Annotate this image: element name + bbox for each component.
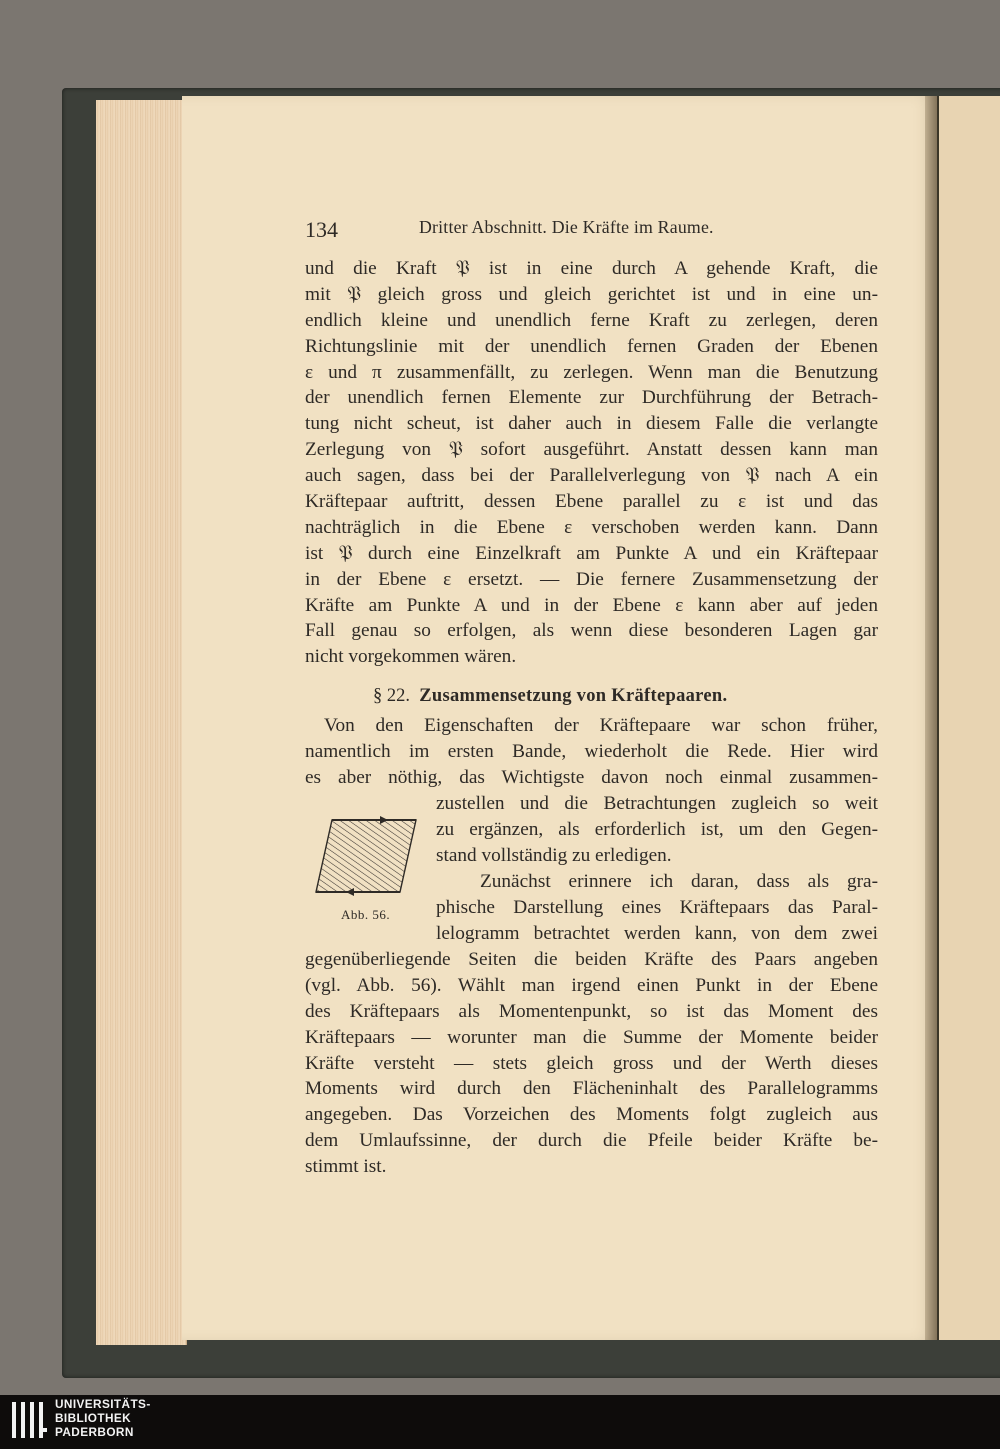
text-line: mit 𝔓 gleich gross und gleich gerichtet ist und in eine un- bbox=[305, 283, 878, 305]
text-line: Fall genau so erfolgen, als wenn diese besonderen Lagen gar bbox=[305, 620, 878, 642]
text-line: stand vollständig zu erledigen. bbox=[436, 844, 672, 866]
library-name bbox=[55, 1398, 151, 1439]
text-line: ε und π zusammenfällt, zu zerlegen. Wenn man die Benutzung bbox=[305, 361, 878, 383]
library-name-line: BIBLIOTHEK bbox=[55, 1410, 132, 1425]
force-couple-figure bbox=[310, 812, 430, 900]
text-line: und die Kraft 𝔓 ist in eine durch A gehende Kraft, die bbox=[305, 258, 878, 279]
text-line: Kräftepaar auftritt, dessen Ebene parallel zu ε ist und das bbox=[305, 491, 878, 513]
page-number: 134 bbox=[305, 217, 338, 242]
running-head: Dritter Abschnitt. Die Kräfte im Raume. bbox=[419, 217, 714, 237]
text-line: Moments wird durch den Flächeninhalt des Parallelogramms bbox=[305, 1078, 878, 1100]
parallelogram-shape bbox=[316, 820, 416, 892]
text-line: nicht vorgekommen wären. bbox=[305, 646, 517, 668]
library-name-line: UNIVERSITÄTS- bbox=[55, 1397, 151, 1411]
text-line: Kräfte am Punkte A und in der Ebene ε kann aber auf jeden bbox=[305, 594, 878, 616]
text-line: Von den Eigenschaften der Kräftepaare war schon früher, bbox=[324, 715, 878, 736]
text-line: angegeben. Das Vorzeichen des Moments folgt zugleich aus bbox=[305, 1104, 878, 1126]
text-line: lelogramm betrachtet werden kann, von dem zwei bbox=[436, 922, 878, 944]
page-header bbox=[305, 213, 885, 241]
text-line: Zerlegung von 𝔓 sofort ausgeführt. Anstatt dessen kann man bbox=[305, 439, 878, 461]
text-line: (vgl. Abb. 56). Wählt man irgend einen Punkt in der Ebene bbox=[305, 974, 878, 996]
text-line: namentlich im ersten Bande, wiederholt die Rede. Hier wird bbox=[305, 740, 878, 762]
text-line: es aber nöthig, das Wichtigste davon noch einmal zusammen- bbox=[305, 766, 878, 788]
text-line: Zunächst erinnere ich daran, dass als gra- bbox=[480, 871, 878, 892]
page-gutter bbox=[925, 96, 939, 1340]
figure-caption: Abb. 56. bbox=[341, 907, 391, 922]
library-logo-icon bbox=[8, 1398, 52, 1444]
section-number: § 22. bbox=[373, 686, 410, 706]
section-heading bbox=[373, 686, 883, 707]
text-line: auch sagen, dass bei der Parallelverlegung von 𝔓 nach A ein bbox=[305, 465, 878, 487]
library-name-line: PADERBORN bbox=[55, 1424, 134, 1439]
paragraph-5 bbox=[305, 947, 878, 1180]
section-title: Zusammensetzung von Kräftepaaren. bbox=[419, 686, 728, 706]
text-line: tung nicht scheut, ist daher auch in diesem Falle die verlangte bbox=[305, 413, 878, 435]
paragraph-2 bbox=[305, 713, 878, 791]
page-edges bbox=[96, 100, 187, 1345]
text-line: des Kräftepaars als Momentenpunkt, so ist das Moment des bbox=[305, 1000, 878, 1022]
text-line: phische Darstellung eines Kräftepaars das Paral- bbox=[436, 896, 878, 918]
text-line: Kräfte versteht — stets gleich gross und der Werth dieses bbox=[305, 1052, 878, 1074]
text-line: dem Umlaufssinne, der durch die Pfeile beider Kräfte be- bbox=[305, 1130, 878, 1152]
facing-page bbox=[939, 96, 1000, 1340]
text-line: endlich kleine und unendlich ferne Kraft zu zerlegen, deren bbox=[305, 309, 878, 331]
parallelogram-diagram bbox=[310, 812, 430, 900]
text-line: nachträglich in die Ebene ε verschoben werden kann. Dann bbox=[305, 516, 878, 538]
text-line: stimmt ist. bbox=[305, 1156, 387, 1178]
text-line: zustellen und die Betrachtungen zugleich so weit bbox=[436, 793, 878, 814]
text-line: in der Ebene ε ersetzt. — Die fernere Zusammensetzung der bbox=[305, 568, 878, 590]
paragraph-3 bbox=[432, 791, 878, 869]
text-line: der unendlich fernen Elemente zur Durchführung der Betrach- bbox=[305, 387, 878, 409]
text-line: gegenüberliegende Seiten die beiden Kräfte des Paars angeben bbox=[305, 949, 878, 970]
text-line: ist 𝔓 durch eine Einzelkraft am Punkte A und ein Kräftepaar bbox=[305, 542, 878, 564]
paragraph-4 bbox=[432, 869, 878, 947]
paragraph-1 bbox=[305, 256, 878, 670]
text-line: zu ergänzen, als erforderlich ist, um den Gegen- bbox=[436, 818, 878, 840]
text-line: Kräftepaars — worunter man die Summe der Momente beider bbox=[305, 1026, 878, 1048]
text-line: Richtungslinie mit der unendlich fernen Graden der Ebenen bbox=[305, 335, 878, 357]
